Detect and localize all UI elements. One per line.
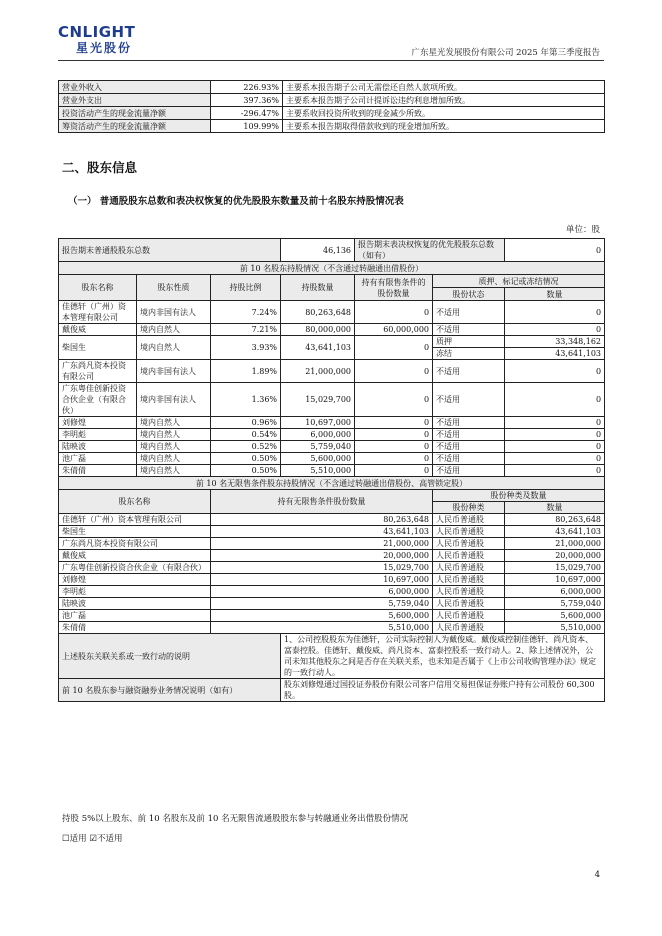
unrestricted-shareholder-name: 李明彪: [59, 586, 211, 598]
col-pledge-group: 质押、标记或冻结情况: [433, 275, 605, 288]
related-parties-row: [59, 634, 605, 679]
share-type: 人民币普通股: [433, 598, 505, 610]
unrestricted-qty: 43,641,103: [211, 526, 433, 538]
cashflow-change-table: [58, 80, 605, 133]
col-unrestricted-name: 股东名称: [59, 490, 211, 514]
holding-qty: 43,641,103: [281, 336, 355, 360]
unrestricted-row: [59, 622, 605, 634]
top10-heading-row: [59, 262, 605, 275]
top10-row: [59, 301, 605, 324]
unrestricted-row: [59, 610, 605, 622]
share-type: 人民币普通股: [433, 574, 505, 586]
share-status: 不适用: [433, 360, 505, 383]
share-count: 20,000,000: [505, 550, 605, 562]
holding-qty: 21,000,000: [281, 360, 355, 383]
subsection-title: （一） 普通股股东总数和表决权恢复的优先股股东数量及前十名股东持股情况表: [68, 196, 404, 207]
holding-ratio: 0.50%: [211, 453, 281, 465]
share-type: 人民币普通股: [433, 550, 505, 562]
share-status: 不适用: [433, 301, 505, 324]
unrestricted-qty: 6,000,000: [211, 586, 433, 598]
pledge-count: 0: [505, 465, 605, 477]
cashflow-item: 投资活动产生的现金流量净额: [59, 107, 211, 120]
report-header-title: 广东星光发展股份有限公司 2025 年第三季度报告: [411, 48, 600, 58]
cashflow-change: 109.99%: [211, 120, 283, 133]
unrestricted-shareholder-name: 柴国生: [59, 526, 211, 538]
top10-row: [59, 324, 605, 336]
shareholder-name: 刘修煌: [59, 417, 137, 429]
total-holders-label: 报告期末普通股股东总数: [59, 239, 281, 262]
logo-wordmark: CNLIGHT: [58, 23, 136, 41]
logo-chinese-name: 星光股份: [76, 41, 133, 55]
unrestricted-heading: 前 10 名无限售条件股东持股情况（不含通过转融通出借股份、高管锁定股）: [59, 477, 605, 490]
cashflow-reason: 主要系本报告期取得借款收到的现金增加所致。: [283, 120, 605, 133]
share-type: 人民币普通股: [433, 622, 505, 634]
col-share-count: 数量: [505, 502, 605, 514]
shareholder-table: [58, 238, 605, 702]
applicability-checkbox: ☐适用 ☑不适用: [62, 834, 123, 844]
shareholder-nature: 境内自然人: [137, 429, 211, 441]
shareholder-name: 柴国生: [59, 336, 137, 360]
shareholder-name: 广东尚凡资本投资有限公司: [59, 360, 137, 383]
unrestricted-shareholder-name: 陆映波: [59, 598, 211, 610]
unrestricted-row: [59, 598, 605, 610]
share-type: 人民币普通股: [433, 538, 505, 550]
share-status: 质押: [433, 336, 505, 348]
unrestricted-shareholder-name: 刘修煌: [59, 574, 211, 586]
pref-holders-value: 0: [505, 239, 605, 262]
top10-row: [59, 360, 605, 383]
pledge-count: 0: [505, 429, 605, 441]
pledge-count: 33,348,162: [505, 336, 605, 348]
share-type: 人民币普通股: [433, 586, 505, 598]
restricted-qty: 0: [355, 383, 433, 417]
col-holding-ratio: 持股比例: [211, 275, 281, 301]
col-restricted-qty: 持有有限售条件的股份数量: [355, 275, 433, 301]
cashflow-item: 筹资活动产生的现金流量净额: [59, 120, 211, 133]
pledge-count: 0: [505, 441, 605, 453]
holding-qty: 5,600,000: [281, 453, 355, 465]
cashflow-change: 397.36%: [211, 94, 283, 107]
share-status: 冻结: [433, 348, 505, 360]
share-status: 不适用: [433, 465, 505, 477]
restricted-qty: 0: [355, 453, 433, 465]
shareholder-name: 陆映波: [59, 441, 137, 453]
section-title: 二、股东信息: [62, 160, 138, 175]
cashflow-row: [59, 81, 605, 94]
shareholder-nature: 境内非国有法人: [137, 301, 211, 324]
holding-ratio: 7.21%: [211, 324, 281, 336]
unrestricted-qty: 20,000,000: [211, 550, 433, 562]
holding-ratio: 1.36%: [211, 383, 281, 417]
margin-trading-row: [59, 679, 605, 702]
cashflow-row: [59, 94, 605, 107]
holding-qty: 10,697,000: [281, 417, 355, 429]
unrestricted-shareholder-name: 戴俊威: [59, 550, 211, 562]
cashflow-reason: 主要系本报告期子公司计提诉讼违约利息增加所致。: [283, 94, 605, 107]
holding-ratio: 0.96%: [211, 417, 281, 429]
cashflow-reason: 主要系收回投资所收到的现金减少所致。: [283, 107, 605, 120]
unrestricted-row: [59, 526, 605, 538]
col-shareholder-name: 股东名称: [59, 275, 137, 301]
cashflow-reason: 主要系本报告期子公司无需偿还自然人款项所致。: [283, 81, 605, 94]
unrestricted-header-row-1: [59, 490, 605, 502]
holding-qty: 6,000,000: [281, 429, 355, 441]
cashflow-change: -296.47%: [211, 107, 283, 120]
share-status: 不适用: [433, 324, 505, 336]
shareholder-name: 戴俊威: [59, 324, 137, 336]
restricted-qty: 0: [355, 360, 433, 383]
unrestricted-row: [59, 538, 605, 550]
shareholder-name: 朱倩倩: [59, 465, 137, 477]
top10-row: [59, 465, 605, 477]
col-unrestricted-qty: 持有无限售条件股份数量: [211, 490, 433, 514]
top10-row: [59, 441, 605, 453]
cashflow-item: 营业外支出: [59, 94, 211, 107]
holding-qty: 5,759,040: [281, 441, 355, 453]
holding-ratio: 1.89%: [211, 360, 281, 383]
share-type: 人民币普通股: [433, 514, 505, 526]
restricted-qty: 0: [355, 417, 433, 429]
top10-heading: 前 10 名股东持股情况（不含通过转融通出借股份）: [59, 262, 605, 275]
shareholder-name: 池广磊: [59, 453, 137, 465]
holding-qty: 15,029,700: [281, 383, 355, 417]
summary-row: [59, 239, 605, 262]
holding-ratio: 7.24%: [211, 301, 281, 324]
unrestricted-shareholder-name: 广东尚凡资本投资有限公司: [59, 538, 211, 550]
unrestricted-heading-row: [59, 477, 605, 490]
pledge-count: 0: [505, 360, 605, 383]
shareholder-nature: 境内自然人: [137, 324, 211, 336]
unrestricted-qty: 5,600,000: [211, 610, 433, 622]
share-count: 15,029,700: [505, 562, 605, 574]
col-holding-qty: 持股数量: [281, 275, 355, 301]
pledge-count: 0: [505, 324, 605, 336]
shareholder-nature: 境内自然人: [137, 453, 211, 465]
shareholder-name: 李明彪: [59, 429, 137, 441]
unrestricted-row: [59, 562, 605, 574]
holding-ratio: 0.52%: [211, 441, 281, 453]
shareholder-name: 佳德轩（广州）资本管理有限公司: [59, 301, 137, 324]
unrestricted-qty: 10,697,000: [211, 574, 433, 586]
col-pledge-count: 数量: [505, 288, 605, 301]
share-count: 80,263,648: [505, 514, 605, 526]
unrestricted-shareholder-name: 广东粤佳创新投资合伙企业（有限合伙）: [59, 562, 211, 574]
unit-label: 单位：股: [565, 225, 600, 235]
share-count: 5,600,000: [505, 610, 605, 622]
col-share-type-group: 股份种类及数量: [433, 490, 605, 502]
top10-header-row-1: [59, 275, 605, 288]
restricted-qty: 0: [355, 441, 433, 453]
share-status: 不适用: [433, 453, 505, 465]
shareholder-nature: 境内自然人: [137, 441, 211, 453]
share-status: 不适用: [433, 383, 505, 417]
related-parties-text: 1、公司控股股东为佳德轩，公司实际控制人为戴俊威。戴俊威控制佳德轩、尚凡资本、富泰控股。佳德轩、戴俊威、尚凡资本、富泰控股系一致行动人。2、除上述情况外，公司未知其他股东之间是否存在关联关系，也未知是否属于《上市公司收购管理办法》规定的一致行动人。: [281, 634, 605, 679]
top10-row: [59, 417, 605, 429]
unrestricted-qty: 5,510,000: [211, 622, 433, 634]
holding-qty: 80,263,648: [281, 301, 355, 324]
header-divider: [58, 60, 604, 61]
unrestricted-qty: 21,000,000: [211, 538, 433, 550]
top10-row: [59, 383, 605, 417]
holding-qty: 80,000,000: [281, 324, 355, 336]
col-share-status: 股份状态: [433, 288, 505, 301]
share-status: 不适用: [433, 417, 505, 429]
share-type: 人民币普通股: [433, 610, 505, 622]
shareholder-nature: 境内非国有法人: [137, 383, 211, 417]
share-type: 人民币普通股: [433, 526, 505, 538]
restricted-qty: 0: [355, 429, 433, 441]
cashflow-row: [59, 120, 605, 133]
top10-row: [59, 336, 605, 348]
unrestricted-shareholder-name: 朱倩倩: [59, 622, 211, 634]
shareholder-nature: 境内自然人: [137, 417, 211, 429]
shareholder-nature: 境内自然人: [137, 465, 211, 477]
unrestricted-row: [59, 514, 605, 526]
cashflow-item: 营业外收入: [59, 81, 211, 94]
pledge-count: 43,641,103: [505, 348, 605, 360]
margin-trading-text: 股东刘修煌通过国投证券股份有限公司客户信用交易担保证券账户持有公司股份 60,300 股。: [281, 679, 605, 702]
share-status: 不适用: [433, 429, 505, 441]
pledge-count: 0: [505, 453, 605, 465]
pledge-count: 0: [505, 383, 605, 417]
share-count: 6,000,000: [505, 586, 605, 598]
shareholder-name: 广东粤佳创新投资合伙企业（有限合伙）: [59, 383, 137, 417]
lending-note: 持股 5%以上股东、前 10 名股东及前 10 名无限售流通股股东参与转融通业务出借股份情况: [62, 814, 409, 824]
top10-row: [59, 429, 605, 441]
pref-holders-label: 报告期末表决权恢复的优先股股东总数（如有）: [355, 239, 505, 262]
pledge-count: 0: [505, 301, 605, 324]
holding-qty: 5,510,000: [281, 465, 355, 477]
company-logo: [58, 24, 170, 60]
restricted-qty: 0: [355, 465, 433, 477]
restricted-qty: 0: [355, 336, 433, 360]
restricted-qty: 0: [355, 301, 433, 324]
share-type: 人民币普通股: [433, 562, 505, 574]
unrestricted-qty: 80,263,648: [211, 514, 433, 526]
unrestricted-row: [59, 574, 605, 586]
margin-trading-label: 前 10 名股东参与融资融券业务情况说明（如有）: [59, 679, 281, 702]
shareholder-nature: 境内非国有法人: [137, 360, 211, 383]
shareholder-nature: 境内自然人: [137, 336, 211, 360]
unrestricted-shareholder-name: 佳德轩（广州）资本管理有限公司: [59, 514, 211, 526]
unrestricted-row: [59, 550, 605, 562]
share-count: 43,641,103: [505, 526, 605, 538]
related-parties-label: 上述股东关联关系或一致行动的说明: [59, 634, 281, 679]
share-status: 不适用: [433, 441, 505, 453]
share-count: 5,510,000: [505, 622, 605, 634]
unrestricted-qty: 5,759,040: [211, 598, 433, 610]
restricted-qty: 60,000,000: [355, 324, 433, 336]
top10-row: [59, 453, 605, 465]
share-count: 21,000,000: [505, 538, 605, 550]
cashflow-change: 226.93%: [211, 81, 283, 94]
col-share-type: 股份种类: [433, 502, 505, 514]
cashflow-row: [59, 107, 605, 120]
share-count: 10,697,000: [505, 574, 605, 586]
page-number: 4: [594, 870, 600, 880]
col-shareholder-nature: 股东性质: [137, 275, 211, 301]
share-count: 5,759,040: [505, 598, 605, 610]
unrestricted-row: [59, 586, 605, 598]
holding-ratio: 0.54%: [211, 429, 281, 441]
unrestricted-shareholder-name: 池广磊: [59, 610, 211, 622]
pledge-count: 0: [505, 417, 605, 429]
holding-ratio: 0.50%: [211, 465, 281, 477]
unrestricted-qty: 15,029,700: [211, 562, 433, 574]
holding-ratio: 3.93%: [211, 336, 281, 360]
total-holders-value: 46,136: [281, 239, 355, 262]
